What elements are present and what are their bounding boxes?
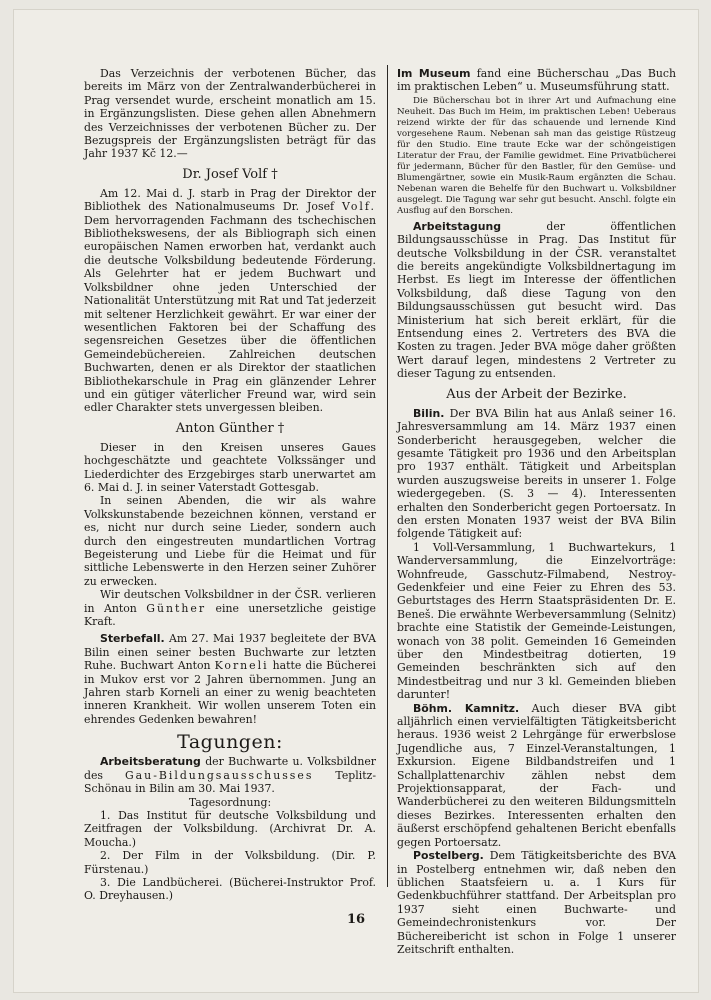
postelberg-lead: Postelberg.	[413, 849, 484, 863]
arbeitstagung-text: der öffentlichen Bildungsausschüsse in Prag. Das Institut für deutsche Volksbildung in der ČSR. veranstaltet die bereits angekündigte Volksbildnertagung im Herbst. Es liegt im Interesse der öffentlichen Volksbildung, daß diese Tagung von den Bildungsausschüssen gut besucht wird. Das Ministerium hat sich bereit erklärt, für die Entsendung eines 2. Vertreters des BVA die Kosten zu tragen. Jeder BVA möge daher größten Wert darauf legen, mindestens 2 Vertreter zu dieser Tagung zu entsenden.	[397, 219, 676, 381]
volf-name: Volf.	[341, 200, 376, 214]
museum-lead: Im Museum	[397, 67, 471, 80]
bilin-text: Der BVA Bilin hat aus Anlaß seiner 16. Jahresversammlung am 14. März 1937 einen Sonderbericht herausgegeben, welcher die gesamte Tätigkeit pro 1936 und den Arbeitsplan pro 1937 enthält. Tätigkeit und Arbeitsplan wurden auszugsweise bereits in unserer 1. Folge wiedergegeben. (S. 3 — 4). Interessenten erhalten den Sonderbericht gegen Portoersatz. In den ersten Monaten 1937 weist der BVA Bilin folgende Tätigkeit auf:	[397, 406, 677, 541]
arbeitsberatung-text-start: der Buchwarte u. Volksbildner des	[84, 755, 376, 782]
bilin-paragraph	[397, 407, 676, 541]
heading-anton-guenther: Anton Günther †	[175, 420, 285, 436]
right-column	[397, 67, 676, 956]
heading-bezirke: Aus der Arbeit der Bezirke.	[446, 386, 627, 402]
sterbefall-text-rest: hatte die Bücherei in Mukov erst vor 2 Jahren übernommen. Jung an Jahren starb Korneli an einer zu wenig beachteten inneren Krankheit. Wir wollen unserem Toten ein ehrendes Gedenken bewahren!	[84, 659, 376, 726]
bilin-lead: Bilin.	[413, 406, 445, 420]
kamnitz-text: Auch dieser BVA gibt alljährlich einen vervielfältigten Tätigkeitsbericht heraus. 1936 weist 2 Lehrgänge für erwerbslose Jugendliche aus, 7 Einzel-Veranstaltungen, 1 Exkursion. Eigene Bildbandstreifen und 1 Schallplattenarchiv zählen nebst dem Projektionsapparat, der Fach- und Wanderbücherei zu den weiteren Bildungsmitteln dieses Bezirkes. Interessenten erhalten den äußerst erschöpfend gehaltenen Bericht ebenfalls gegen Portoersatz.	[397, 701, 676, 849]
korneli-name: Korneli	[214, 659, 269, 673]
museum-text: fand eine Bücherschau „Das Buch im praktischen Leben“ u. Museumsführung statt.	[397, 67, 676, 94]
postelberg-text: Dem Tätigkeitsberichte des BVA in Postelberg entnehmen wir, daß neben den üblichen Staatsfeiern u. a. 1 Kurs für Gedenkbuchführer stattfand. Der Arbeitsplan pro 1937 sieht einen Buchwarte- und Gemeindechronistenkurs vor. Der Büchereibericht ist schon in Folge 1 unserer Zeitschrift enthalten.	[397, 849, 676, 956]
left-column	[84, 67, 376, 903]
arbeitsberatung-lead: Arbeitsberatung	[100, 755, 201, 769]
arbeitstagung-lead: Arbeitstagung	[413, 219, 502, 233]
sterbefall-text-start: Am 27. Mai 1937 begleitete der BVA Bilin einen seiner besten Buchwarte zur letzten Ruhe. Buchwart Anton	[84, 632, 377, 673]
guenther-paragraph-2: In seinen Abenden, die wir als wahre Volkskunstabende bezeichnen können, verstand er es, nicht nur durch seine Lieder, sondern auch durch den eingestreuten mundartlichen Vortrag Begeisterung und Liebe für die Heimat und für sittliche Lebenswerte in den Herzen seiner Zuhörer zu erwecken.	[84, 494, 376, 588]
postelberg-paragraph	[397, 849, 676, 956]
arbeitsberatung-text-rest: Teplitz-Schönau in Bilin am 30. Mai 1937.	[84, 768, 377, 796]
intro-paragraph: Das Verzeichnis der verbotenen Bücher, das bereits im März von der Zentralwanderbücherei in Prag versendet wurde, erscheint monatlich am 15. in Ergänzungslisten. Diese gehen allen Abnehmern des Verzeichnisses der verbotenen Bücher zu. Der Bezugspreis der Ergänzungslisten beträgt für das Jahr 1937 Kč 12.—	[84, 67, 376, 161]
volf-paragraph	[84, 187, 376, 415]
column-divider	[387, 65, 388, 887]
document-page	[14, 10, 698, 992]
agenda-item-3: 3. Die Landbücherei. (Bücherei-Instruktor Prof. O. Dreyhausen.)	[84, 875, 376, 903]
kamnitz-paragraph	[397, 702, 676, 849]
kamnitz-lead: Böhm. Kamnitz.	[413, 701, 520, 715]
bilin-activities: 1 Voll-Versammlung, 1 Buchwartekurs, 1 Wanderversammlung, die Einzelvorträge: Wohnfreude, Gasschutz-Filmabend, Nestroy-Gedenkfeier und eine Feier zu Ehren des 53. Geburtstages des Herrn Staatspräsidenten Dr. E. Beneš. Die erwähnte Werbeversammlung (Selnitz) brachte eine Statistik der Gemeinde-Leistungen, wonach von 38 polit. Gemeinden 16 Gemeinden über den Mindestbeitrag dotierten, 19 Gemeinden beschränkten sich auf den Mindestbeitrag und nur 3 kl. Gemeinden blieben darunter!	[397, 540, 676, 702]
heading-josef-volf: Dr. Josef Volf †	[182, 166, 278, 182]
page-number: 16	[346, 912, 366, 927]
museum-small-print: Die Bücherschau bot in ihrer Art und Aufmachung eine Neuheit. Das Buch im Heim, im praktischen Leben! Ueberaus reizend wirkte der für das schauende und lernende Kind vorgesehene Raum. Nebenan sah man das geistige Rüstzeug für den Studio. Eine traute Ecke war der schöngeistigen Literatur der Frau, der Familie gewidmet. Eine Privatbücherei für jedermann, Bücher für den Bastler, für den Gemüse- und Blumengärtner, sowie ein Musik-Raum ergänzten die Schau. Nebenan waren die Behelfe für den Buchwart u. Volksbildner ausgelegt. Die Tagung war sehr gut besucht. Anschl. folgte ein Ausflug auf den Borschen.	[397, 95, 676, 216]
gau-name: Gau-Bildungsausschusses	[124, 768, 314, 782]
volf-text-start: Am 12. Mai d. J. starb in Prag der Direktor der Bibliothek des Nationalmuseums Dr. Josef	[84, 186, 376, 214]
sterbefall-lead: Sterbefall.	[100, 632, 165, 646]
guenther-text-start: Wir deutschen Volksbildner in der ČSR. verlieren in Anton	[84, 588, 376, 615]
arbeitsberatung-paragraph	[84, 755, 376, 795]
museum-paragraph	[397, 67, 676, 94]
guenther-paragraph-3	[84, 588, 376, 628]
arbeitstagung-paragraph	[397, 220, 676, 381]
guenther-paragraph-1: Dieser in den Kreisen unseres Gaues hochgeschätzte und geachtete Volkssänger und Liederdichter des Erzgebirges starb unerwartet am 6. Mai d. J. in seiner Vaterstadt Gottesgab.	[84, 440, 376, 494]
agenda-item-1: 1. Das Institut für deutsche Volksbildung und Zeitfragen der Volksbildung. (Archivrat Dr. A. Moucha.)	[84, 808, 376, 849]
sterbefall-paragraph	[84, 632, 376, 726]
heading-tagungen: Tagungen:	[177, 731, 283, 754]
guenther-text-rest: eine unersetzliche geistige Kraft.	[84, 601, 376, 629]
guenther-name: Günther	[146, 601, 207, 615]
tagesordnung-label: Tagesordnung:	[188, 795, 272, 809]
volf-text-rest: Dem hervorragenden Fachmann des tschechischen Bibliothekswesens, der als Bibliograph sich einen europäischen Namen erworben hat, verdankt auch die deutsche Volksbildung bedeutende Förderung. Als Gelehrter hat er jedem Buchwart und Volksbildner ohne jeden Unterschied der Nationalität Unterstützung mit Rat und Tat jederzeit mit seltener Herzlichkeit gewährt. Er war einer der wesentlichen Faktoren bei der Schaffung des segensreichen Gesetzes über die öffentlichen Gemeindebüchereien. Zahlreichen deutschen Buchwarten, denen er als Direktor der staatlichen Bibliothekarschule in Prag ein glänzender Lehrer und ein gütiger väterlicher Freund war, wird sein edler Charakter stets unvergessen bleiben.	[84, 213, 376, 415]
agenda-item-2: 2. Der Film in der Volksbildung. (Dir. P. Fürstenau.)	[84, 849, 376, 876]
